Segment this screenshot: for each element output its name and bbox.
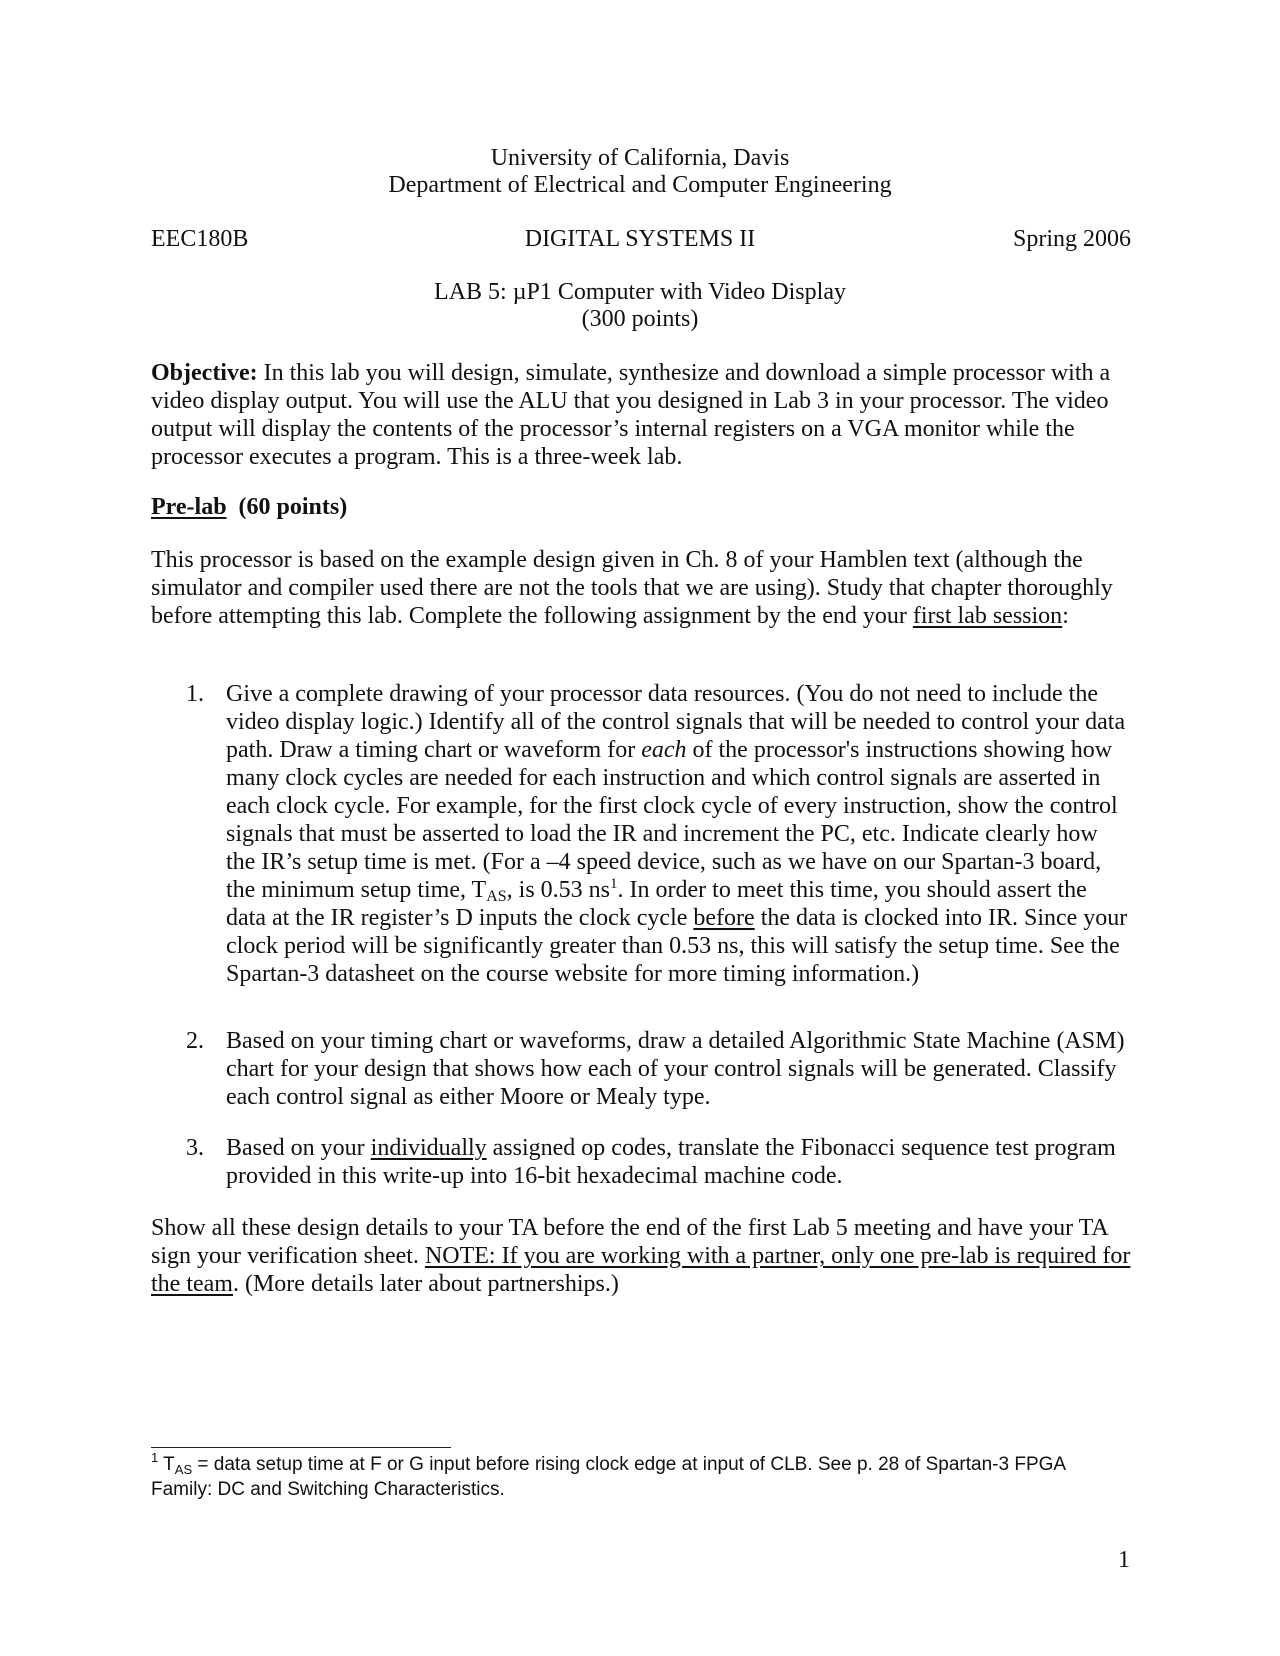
footnote-subscript: AS — [174, 1462, 193, 1477]
prelab-intro-end: : — [1062, 603, 1069, 629]
list-item-text — [226, 1134, 1131, 1190]
closing-end: . (More details later about partnerships.) — [232, 1271, 619, 1297]
footnote-symbol: T — [163, 1454, 175, 1475]
objective-label: Objective: — [151, 360, 258, 386]
list-item-number: 1. — [186, 681, 204, 707]
course-title: DIGITAL SYSTEMS II — [524, 226, 756, 252]
prelab-heading-label: Pre-lab — [151, 494, 227, 520]
course-code: EEC180B — [151, 226, 249, 252]
item1-part3: , is 0.53 ns — [506, 877, 611, 903]
item3-post: assigned op codes, translate the Fibonacci sequence test program provided in this write-up into 16-bit hexadecimal machine code. — [226, 1135, 1116, 1189]
item1-part5: the data is clocked into IR. Since your clock period will be significantly greater than 0.53 ns, this will satisfy the setup time. See the Spartan-3 datasheet on the course website for more timing information.) — [226, 905, 1128, 987]
list-item-text: Based on your timing chart or waveforms, draw a detailed Algorithmic State Machine (ASM) chart for your design that shows how each of your control signals will be generated. Classify each control signal as either Moore or Mealy type. — [226, 1028, 1125, 1110]
list-item-number: 2. — [186, 1028, 204, 1054]
footnote-marker: 1 — [151, 1450, 159, 1465]
item1-emphasis: each — [641, 737, 687, 763]
term: Spring 2006 — [1012, 226, 1131, 252]
footnote — [151, 1452, 1131, 1502]
lab-title: LAB 5: µP1 Computer with Video Display — [434, 279, 846, 305]
item1-part4: . In order to meet this time, you should assert the data at the IR register’s D inputs the clock cycle — [226, 877, 1087, 931]
prelab-heading — [151, 493, 1131, 521]
prelab-intro-text: This processor is based on the example design given in Ch. 8 of your Hamblen text (although the simulator and compiler used there are not the tools that we are using). Study that chapter thoroughly before attempting this lab. Complete the following assignment by the end your — [151, 547, 1113, 629]
lab-points: (300 points) — [581, 306, 699, 332]
list-item-text — [226, 680, 1131, 988]
item1-part1: Give a complete drawing of your processor data resources. (You do not need to include the video display logic.) Identify all of the control signals that will be needed to control your data path. Draw a timing chart or waveform for — [226, 681, 1126, 763]
page-number: 1 — [1118, 1547, 1130, 1573]
closing-text: Show all these design details to your TA before the end of the first Lab 5 meeting and have your TA sign your verification sheet. — [151, 1215, 1108, 1269]
prelab-points: (60 points) — [238, 494, 348, 520]
item3-underlined: individually — [370, 1135, 487, 1161]
prelab-intro — [151, 546, 1131, 630]
department-name: Department of Electrical and Computer Engineering — [388, 172, 892, 198]
item1-part2: of the processor's instructions showing how many clock cycles are needed for each instruction and which control signals are asserted in each clock cycle. For example, for the first clock cycle of every instruction, show the control signals that must be asserted to load the IR and increment the PC, etc. Indicate clearly how the IR’s setup time is met. (For a –4 speed device, such as we have on our Spartan-3 board, the minimum setup time, T — [226, 737, 1118, 903]
objective-text: In this lab you will design, simulate, synthesize and download a simple processor with a video display output. You will use the ALU that you designed in Lab 3 in your processor. The video output will display the contents of the processor’s internal registers on a VGA monitor while the processor executes a program. This is a three-week lab. — [151, 360, 1111, 470]
item1-underlined: before — [693, 905, 755, 931]
objective-paragraph — [151, 359, 1131, 471]
prelab-first-session: first lab session — [912, 603, 1063, 629]
item1-subscript: AS — [486, 888, 507, 905]
item3-pre: Based on your — [226, 1135, 365, 1161]
footnote-reference: 1 — [610, 876, 618, 892]
footnote-text: = data setup time at F or G input before rising clock edge at input of CLB. See p. 28 of Spartan-3 FPGA Family: DC and Switching Characteristics. — [151, 1454, 1066, 1500]
partner-note: NOTE: If you are working with a partner, only one pre-lab is required for the team — [151, 1243, 1131, 1297]
footnote-divider — [151, 1447, 451, 1448]
list-item-number: 3. — [186, 1135, 204, 1161]
university-name: University of California, Davis — [490, 145, 790, 171]
closing-paragraph — [151, 1214, 1131, 1298]
